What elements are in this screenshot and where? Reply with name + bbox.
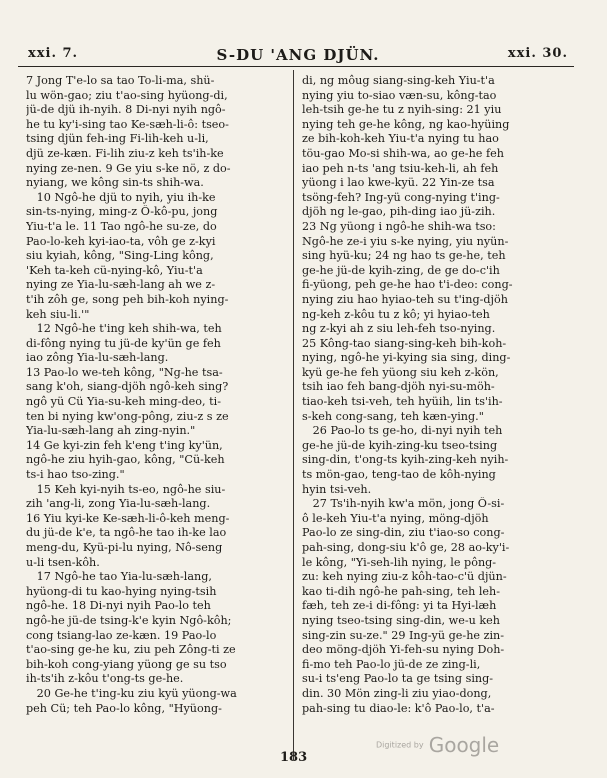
digitized-watermark: [376, 733, 499, 757]
text-line: tsing djün feh-ing Fi-lih-keh u-li,: [26, 132, 209, 146]
text-line: 13 Pao-lo we-teh kông, "Ng-he tsa-: [26, 365, 223, 379]
text-line: ngô-he ziu hyih-gao, kông, "Cü-keh: [26, 453, 225, 467]
text-line: 27 Ts'ih-nyih kw'a mön, jong Ô-si-: [302, 497, 505, 511]
text-line: 20 Ge-he t'ing-ku ziu kyü yüong-wa: [26, 686, 237, 700]
text-line: 7 Jong T'e-lo sa tao To-li-ma, shü-: [26, 74, 215, 87]
text-line: sing hyü-ku; 24 ng hao ts ge-he, teh: [302, 249, 506, 263]
text-line: 23 Ng yüong i ngô-he shih-wa tso:: [302, 219, 496, 233]
text-line: Pao-lo ze sing-din, ziu t'iao-so cong-: [302, 526, 505, 540]
text-line: keh siu-li.'": [26, 307, 90, 321]
text-line: 'Keh ta-keh cü-nying-kô, Yiu-t'a: [26, 263, 203, 277]
text-line: din. 30 Mön zing-li ziu yiao-dong,: [302, 686, 492, 700]
text-line: zu: keh nying ziu-z kôh-tao-c'ü djün-: [302, 570, 507, 584]
text-line: 16 Yiu kyi-ke Ke-sæh-li-ô-keh meng-: [26, 511, 230, 525]
chapter-ref-right: xxi. 30.: [507, 46, 568, 61]
text-line: Yia-lu-sæh-lang ah zing-nyin.": [26, 424, 196, 438]
text-line: leh-tsih ge-he tu z nyih-sing: 21 yiu: [302, 103, 502, 117]
text-line: nying tseo-tsing sing-din, we-u keh: [302, 613, 501, 627]
chapter-ref-left: xxi. 7.: [28, 46, 79, 61]
text-line: zih 'ang-li, zong Yia-lu-sæh-lang.: [26, 497, 211, 511]
text-line: fi-mo teh Pao-lo jü-de ze zing-li,: [302, 657, 481, 671]
text-line: iao zông Yia-lu-sæh-lang.: [26, 351, 169, 365]
text-line: su-i ts'eng Pao-lo ta ge tsing sing-: [302, 672, 494, 686]
text-line: fi-yüong, peh ge-he hao t'i-deo: cong-: [302, 278, 513, 292]
column-divider: [293, 70, 294, 760]
text-line: tiao-keh tsi-veh, teh hyüih, lin ts'ih-: [302, 395, 503, 409]
text-line: kao ti-dih ngô-he pah-sing, teh leh-: [302, 584, 501, 598]
text-line: djöh ng le-gao, pih-ding iao jü-zih.: [302, 205, 496, 219]
watermark-prefix: Digitized by: [376, 740, 424, 750]
text-line: Yiu-t'a le. 11 Tao ngô-he su-ze, do: [26, 219, 217, 233]
text-line: töu-gao Mo-si shih-wa, ao ge-he feh: [302, 146, 504, 160]
text-line: lu wön-gao; ziu t'ao-sing hyüong-di,: [26, 88, 228, 102]
text-line: he tu ky'i-sing tao Ke-sæh-li-ô: tseo-: [26, 117, 229, 131]
text-line: pah-sing, dong-siu k'ô ge, 28 ao-ky'i-: [302, 541, 510, 554]
text-line: peh Cü; teh Pao-lo kông, "Hyüong-: [26, 701, 222, 715]
running-header: [28, 46, 568, 68]
text-line: s-keh cong-sang, teh kæn-ying.": [302, 409, 484, 423]
text-line: nying ze Yia-lu-sæh-lang ah we z-: [26, 278, 216, 292]
text-line: nying ze-nen. 9 Ge yiu s-ke nö, z do-: [26, 161, 231, 175]
text-line: fæh, teh ze-i di-fông: yi ta Hyi-læh: [302, 599, 497, 613]
text-line: ts-i hao tso-zing.": [26, 468, 125, 482]
text-line: nying ziu hao hyiao-teh su t'ing-djöh: [302, 292, 508, 306]
text-line: ngô-he. 18 Di-nyi nyih Pao-lo teh: [26, 599, 211, 613]
text-line: ngô-he jü-de tsing-k'e kyin Ngô-kôh;: [26, 613, 232, 627]
text-line: 10 Ngô-he djü to nyih, yiu ih-ke: [26, 190, 216, 204]
text-line: djü ze-kæn. Fi-lih ziu-z keh ts'ih-ke: [26, 146, 224, 160]
text-line: ng-keh z-kôu tu z kô; yi hyiao-teh: [302, 307, 490, 321]
text-line: pah-sing tu diao-le: k'ô Pao-lo, t'a-: [302, 701, 495, 715]
text-line: Pao-lo-keh kyi-iao-ta, vôh ge z-kyi: [26, 234, 216, 248]
text-line: ge-he jü-de kyih-zing, de ge do-c'ih: [302, 263, 500, 277]
text-line: di-fông nying tu jü-de ky'ün ge feh: [26, 336, 221, 350]
text-line: jü-de djü ih-nyih. 8 Di-nyi nyih ngô-: [26, 103, 226, 117]
text-line: hyin tsi-veh.: [302, 482, 372, 496]
text-line: 25 Kông-tao siang-sing-keh bih-koh-: [302, 336, 507, 350]
text-line: iao peh n-ts 'ang tsiu-keh-li, ah feh: [302, 161, 499, 175]
text-line: du jü-de k'e, ta ngô-he tao ih-ke lao: [26, 526, 227, 540]
google-logo: Google: [428, 733, 500, 757]
text-line: bih-koh cong-yiang yüong ge su tso: [26, 657, 227, 671]
text-line: 15 Keh kyi-nyih ts-eo, ngô-he siu-: [26, 482, 226, 496]
text-line: sin-ts-nying, ming-z Ô-kô-pu, jong: [26, 205, 218, 219]
text-line: le kông, "Yi-seh-lih nying, le pông-: [302, 555, 497, 569]
text-line: ngô yü Cü Yia-su-keh ming-deo, ti-: [26, 395, 221, 409]
text-line: Ngô-he ze-i yiu s-ke nying, yiu nyün-: [302, 234, 509, 248]
book-title: S-DU 'ANG DJÜN.: [216, 46, 380, 64]
header-rule: [18, 66, 574, 67]
text-line: 17 Ngô-he tao Yia-lu-sæh-lang,: [26, 570, 212, 584]
text-line: nying yiu to-siao væn-su, kông-tao: [302, 88, 497, 102]
text-line: sing-zin su-ze." 29 Ing-yü ge-he zin-: [302, 628, 505, 642]
text-line: ô le-keh Yiu-t'a nying, möng-djöh: [302, 511, 489, 525]
text-line: meng-du, Kyü-pi-lu nying, Nô-seng: [26, 541, 223, 554]
text-line: nying teh ge-he kông, ng kao-hyüing: [302, 117, 510, 131]
text-line: ts mön-gao, teng-tao de kôh-nying: [302, 468, 496, 482]
text-line: nyiang, we kông sin-ts shih-wa.: [26, 176, 204, 190]
text-line: sang k'oh, siang-djöh ngô-keh sing?: [26, 380, 229, 394]
page-number: 183: [280, 750, 308, 765]
text-line: kyü ge-he feh yüong siu keh z-kön,: [302, 365, 499, 379]
left-column: [26, 74, 292, 716]
text-line: cong tsiang-lao ze-kæn. 19 Pao-lo: [26, 628, 217, 642]
text-line: 14 Ge kyi-zin feh k'eng t'ing ky'ün,: [26, 438, 223, 452]
text-line: nying, ngô-he yi-kying sia sing, ding-: [302, 351, 511, 365]
text-line: t'ao-sing ge-he ku, ziu peh Zông-ti ze: [26, 643, 236, 657]
text-line: ng z-kyi ah z siu leh-feh tso-nying.: [302, 322, 496, 336]
text-line: ih-ts'ih z-kôu t'ong-ts ge-he.: [26, 672, 184, 686]
text-line: u-li tsen-kôh.: [26, 555, 100, 569]
text-line: di, ng môug siang-sing-keh Yiu-t'a: [302, 74, 495, 87]
text-line: yüong i lao kwe-kyü. 22 Yin-ze tsa: [302, 176, 495, 190]
text-line: t'ih zôh ge, song peh bih-koh nying-: [26, 292, 229, 306]
text-line: tsih iao feh bang-djöh nyi-su-möh-: [302, 380, 495, 394]
text-line: ten bi nying kw'ong-pông, ziu-z s ze: [26, 409, 229, 423]
text-line: 26 Pao-lo ts ge-ho, di-nyi nyih teh: [302, 424, 503, 438]
text-line: ge-he jü-de kyih-zing-ku tseo-tsing: [302, 438, 498, 452]
text-line: deo möng-djöh Yi-feh-su nying Doh-: [302, 643, 505, 657]
text-line: sing-din, t'ong-ts kyih-zing-keh nyih-: [302, 453, 509, 467]
text-line: siu kyiah, kông, "Sing-Ling kông,: [26, 249, 214, 263]
right-column: [302, 74, 568, 716]
text-line: tsöng-feh? Ing-yü cong-nying t'ing-: [302, 190, 500, 204]
text-line: ze bih-koh-keh Yiu-t'a nying tu hao: [302, 132, 499, 146]
text-line: hyüong-di tu kao-hying nying-tsih: [26, 584, 217, 598]
text-line: 12 Ngô-he t'ing keh shih-wa, teh: [26, 322, 222, 336]
